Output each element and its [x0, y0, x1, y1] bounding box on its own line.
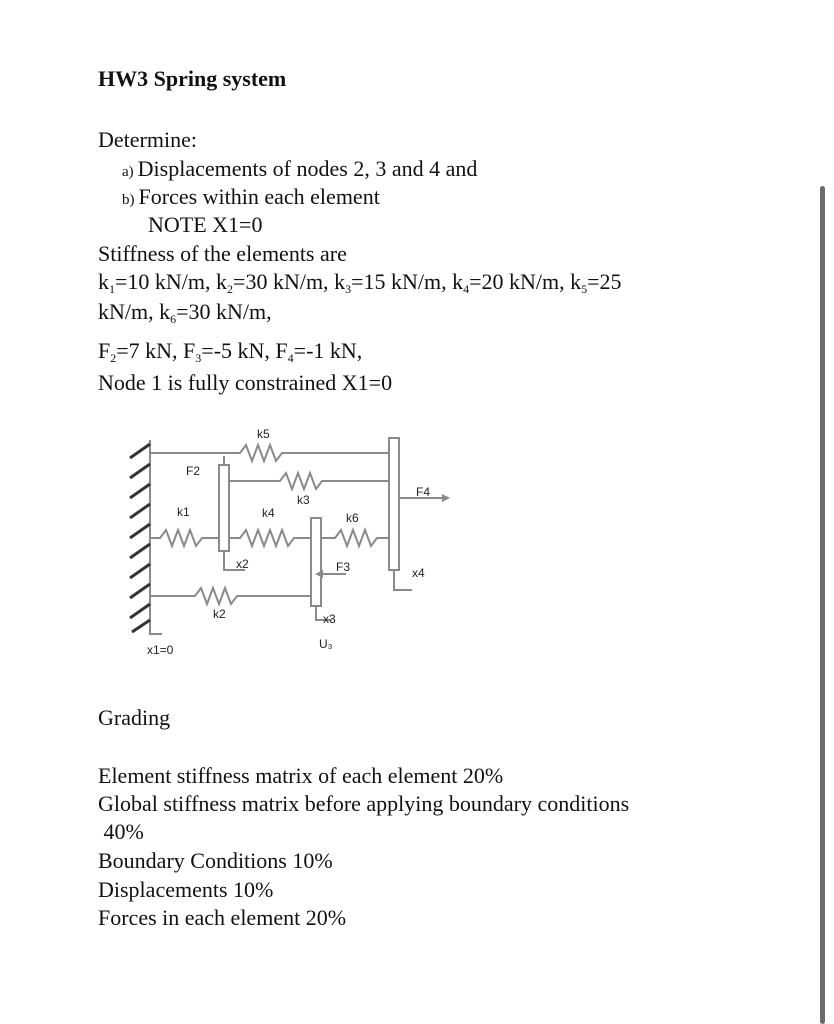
x4-guide [394, 570, 412, 590]
label-x4: x4 [412, 566, 425, 580]
spring-k6 [321, 530, 389, 546]
x1-guide [150, 626, 162, 634]
grading-heading: Grading [98, 705, 171, 730]
stiffness-k6: $k_6=30$ kN/m, [159, 299, 272, 326]
spring-k2 [150, 588, 311, 604]
force-f4: $F_4=-1$ kN, [275, 338, 363, 365]
label-k5: k5 [257, 427, 270, 441]
grading-line: Forces in each element 20% [98, 905, 347, 930]
label-f2: F2 [186, 464, 201, 478]
label-x2: x2 [236, 557, 249, 571]
node-3-bar [311, 518, 321, 606]
label-x1: x1=0 [147, 643, 174, 657]
stiffness-k3: $k_3=15$ kN/m, [334, 269, 453, 296]
label-f4: F4 [416, 485, 431, 499]
label-k6: k6 [346, 511, 359, 525]
f4-arrowhead [442, 494, 450, 502]
stiffness-k4: $k_4=20$ kN/m, [452, 269, 571, 296]
spring-k5 [150, 445, 389, 461]
stiffness-values-cont: kN/m, $k_6=30$ kN/m, [98, 299, 272, 326]
stiffness-k1: $k_1=10$ kN/m, [98, 269, 217, 296]
spring-k1 [150, 530, 219, 546]
node-4-bar [389, 438, 399, 570]
node-2-bar [219, 465, 229, 551]
task-b-text: Forces within each element [138, 184, 380, 209]
stiffness-k2: $k_2=30$ kN/m, [216, 269, 335, 296]
force-f2: $F_2=7$ kN, [98, 338, 184, 365]
page-title: HW3 Spring system [98, 66, 287, 91]
label-k4: k4 [262, 506, 275, 520]
force-values [98, 338, 362, 364]
scrollbar[interactable] [820, 186, 825, 1024]
label-f3: F3 [336, 560, 351, 574]
grading-line: Element stiffness matrix of each element 20% [98, 763, 504, 788]
constraint-text: Node 1 is fully constrained X1=0 [98, 370, 393, 395]
task-a-text: Displacements of nodes 2, 3 and 4 and [137, 156, 478, 181]
stiffness-k5: $k_5=25$ [570, 269, 622, 296]
stiffness-values [98, 269, 622, 295]
label-x3: x3 [323, 612, 336, 626]
task-a-marker: a) [122, 164, 134, 180]
force-f3: $F_3=-5$ kN, [183, 338, 276, 365]
f3-arrowhead [315, 570, 323, 578]
grading-line: Boundary Conditions 10% [98, 848, 333, 873]
spring-diagram [100, 420, 480, 660]
label-k1: k1 [177, 505, 190, 519]
spring-k4 [229, 530, 311, 546]
note-text: NOTE X1=0 [148, 212, 263, 237]
grading-line: Displacements 10% [98, 877, 274, 902]
label-u: U₃ [319, 637, 333, 651]
spring-k3 [229, 473, 389, 489]
determine-heading: Determine: [98, 127, 197, 152]
wall-hatch [130, 444, 150, 632]
task-item-a [122, 156, 477, 182]
stiffness-heading: Stiffness of the elements are [98, 241, 347, 266]
grading-line: 40% [98, 819, 144, 844]
task-b-marker: b) [122, 192, 135, 208]
task-item-b [122, 184, 380, 210]
grading-line: Global stiffness matrix before applying boundary conditions [98, 791, 630, 816]
label-k3: k3 [297, 493, 310, 507]
label-k2: k2 [213, 607, 226, 621]
